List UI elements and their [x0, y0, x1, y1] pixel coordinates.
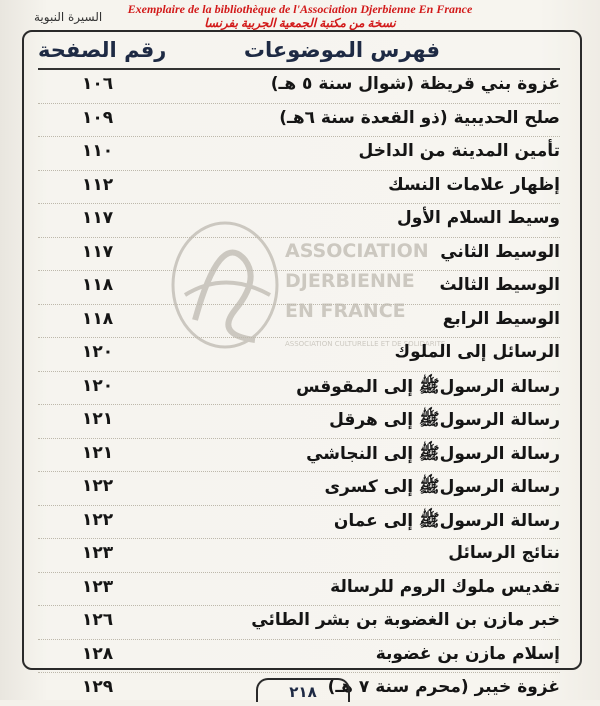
page-number: ٢١٨ — [256, 678, 350, 702]
entry-page: ١٢٠ — [82, 375, 114, 396]
watermark-line-3: EN FRANCE — [285, 300, 406, 322]
index-row — [38, 338, 560, 372]
entry-title: رسالة الرسولﷺ إلى النجاشي — [306, 443, 560, 464]
index-row — [38, 573, 560, 607]
watermark-line-1: ASSOCIATION — [285, 240, 429, 262]
entry-page: ١٠٦ — [82, 74, 114, 94]
entry-page: ١١٨ — [82, 308, 114, 329]
entry-page: ١٢١ — [82, 442, 114, 463]
index-row — [38, 171, 560, 205]
entry-page: ١٢٨ — [82, 643, 114, 664]
entry-title: إظهار علامات النسك — [388, 174, 560, 195]
entry-title: رسالة الرسولﷺ إلى المقوقس — [296, 376, 560, 397]
entry-page: ١٢٣ — [82, 543, 114, 563]
entry-title: الوسيط الثاني — [440, 241, 560, 262]
entry-title: وسيط السلام الأول — [397, 208, 560, 228]
entry-page: ١١٢ — [82, 174, 114, 195]
entry-title: الوسيط الرابع — [442, 308, 560, 329]
entry-page: ١٢٢ — [82, 509, 114, 530]
banner-line-arabic: نسخة من مكتبة الجمعية الجربية بفرنسا — [204, 16, 396, 30]
entry-page: ١١٧ — [82, 208, 114, 228]
entry-page: ١١٠ — [82, 141, 114, 161]
index-row — [38, 372, 560, 406]
index-row — [38, 439, 560, 473]
entry-page: ١١٧ — [82, 241, 114, 262]
entry-title: غزوة خيبر (محرم سنة ٧ هـ) — [327, 677, 560, 697]
index-row — [38, 137, 560, 171]
index-row — [38, 472, 560, 506]
entry-page: ١٢٩ — [82, 677, 114, 697]
entry-title: تقديس ملوك الروم للرسالة — [330, 576, 560, 597]
entry-title: رسالة الرسولﷺ إلى كسرى — [324, 477, 560, 497]
entry-page: ١٢٢ — [82, 476, 114, 496]
entry-page: ١٠٩ — [82, 107, 114, 128]
entry-page: ١٢٦ — [82, 610, 114, 630]
index-row — [38, 70, 560, 104]
entry-title: غزوة بني قريظة (شوال سنة ٥ هـ) — [270, 74, 560, 94]
banner-line-french: Exemplaire de la bibliothèque de l'Association Djerbienne En France — [127, 2, 473, 16]
running-head: السيرة النبوية — [34, 10, 103, 24]
index-row — [38, 305, 560, 339]
entry-title: الوسيط الثالث — [439, 275, 560, 295]
entry-page: ١١٨ — [82, 275, 114, 295]
entry-title: رسالة الرسولﷺ إلى عمان — [333, 510, 560, 531]
index-row — [38, 506, 560, 540]
entry-title: صلح الحديبية (ذو القعدة سنة ٦هـ) — [279, 107, 560, 128]
index-row — [38, 606, 560, 640]
entry-page: ١٢٠ — [82, 342, 114, 362]
watermark-subtitle: ASSOCIATION CULTURELLE ET DE SOLIDARITE — [285, 340, 446, 348]
index-header — [38, 38, 560, 70]
index-row — [38, 271, 560, 305]
index-list — [38, 70, 560, 706]
page-number-heading: رقم الصفحة — [38, 38, 167, 62]
entry-title: تأمين المدينة من الداخل — [358, 141, 560, 161]
index-row — [38, 204, 560, 238]
index-row — [38, 238, 560, 272]
entry-title: رسالة الرسولﷺ إلى هرقل — [329, 410, 560, 430]
index-row — [38, 640, 560, 674]
watermark-line-2: DJERBIENNE — [285, 270, 415, 292]
entry-page: ١٢١ — [82, 409, 114, 429]
entry-title: إسلام مازن بن غضوبة — [375, 643, 560, 664]
index-row — [38, 539, 560, 573]
index-row — [38, 104, 560, 138]
index-row — [38, 405, 560, 439]
entry-page: ١٢٣ — [82, 576, 114, 597]
entry-title: خبر مازن بن الغضوبة بن بشر الطائي — [251, 610, 560, 630]
entry-title: الرسائل إلى الملوك — [394, 342, 560, 362]
entry-title: نتائج الرسائل — [448, 543, 560, 563]
topics-heading: فهرس الموضوعات — [243, 38, 440, 62]
